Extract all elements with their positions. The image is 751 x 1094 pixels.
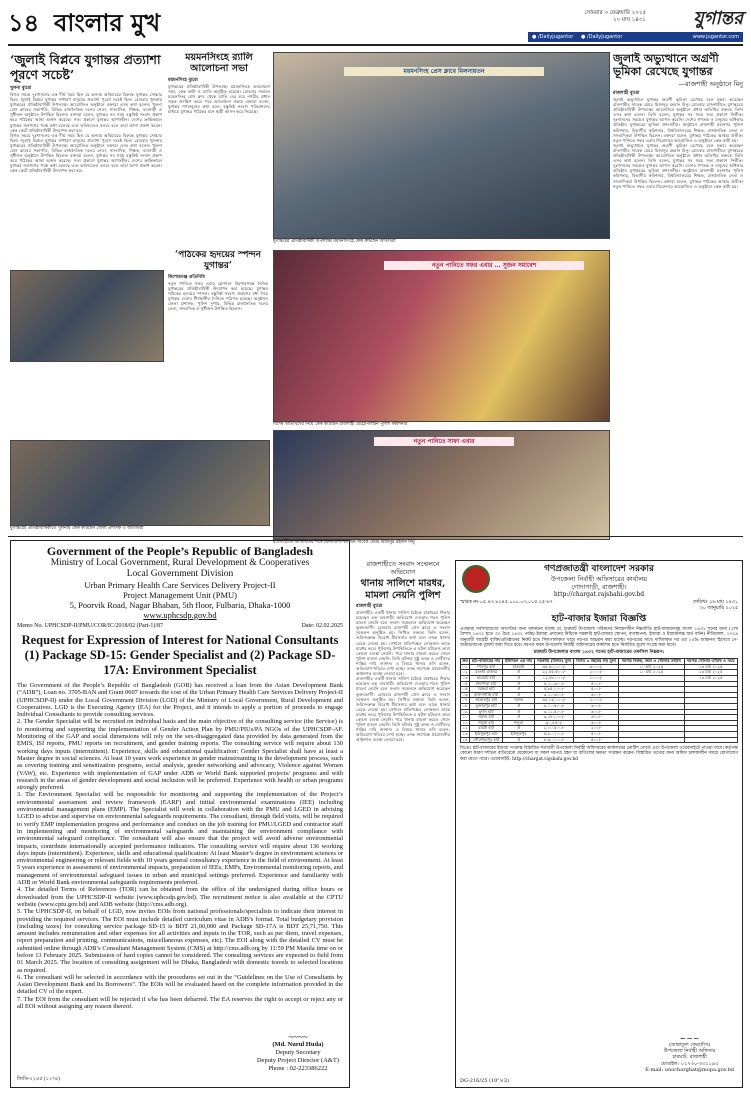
table-cell: ৩০০/-: [574, 720, 619, 726]
ads-divider: [8, 536, 743, 537]
social-bar: [528, 32, 743, 42]
govt-ad-para-6: 6. The consultant will be selected in accordance with the procedures set out in the “Guidelines on the Use of Consultants by Asian Development Bank and Its Borrowers”. The EOIs will be evaluated based on the complete information provided in the detailed CV of the expert.: [17, 973, 343, 996]
tender-table-col-3: সরকারি (বিগত) মূল্য: [535, 659, 574, 665]
tender-title: হাট-বাজার ইজারা বিজ্ঞপ্তি: [551, 614, 647, 624]
rajshahi-prayer-photo-caption: রাজশাহীতে অতিথিদের সঙ্গে মোনাজাত করছেন সাবেক মেয়র মিজানুর রহমান মিনু: [273, 540, 415, 545]
tender-signature: [645, 1033, 734, 1073]
table-cell: ১০০০/-: [574, 675, 619, 681]
reader-headline: ‘পাঠকের হৃদয়ের স্পন্দন যুগান্তর’: [174, 250, 262, 271]
section-title: বাংলার মুখ: [54, 8, 161, 37]
tender-table-col-1: হাট-বাজারের নাম: [470, 659, 503, 665]
table-cell: ঐ: [503, 670, 535, 676]
tender-org-3: গোদাগাড়ী, রাজশাহী।: [571, 583, 627, 591]
table-cell: ঐ: [503, 692, 535, 698]
table-cell: ৩৫,৬০,০০০/-: [535, 664, 574, 670]
table-cell: ৮,৬০,০০০/-: [535, 737, 574, 743]
table-cell: ০৭: [462, 697, 468, 703]
tender-intro: এতদ্বারা সর্বসাধারণের অবগতির জন্য জানানো যাচ্ছে যে, চারঘাট উপজেলা পরিষদের নিয়ন্ত্রণাধীন নিম্নবর্ণিত হাট-বাজারসমূহ বাংলা ১৪৩২ সনের জন্য (১লা বৈশাখ ১৪৩২ হতে ৩০ চৈত্র ১৪৩২ পর্যন্ত) ইজারা প্রদানের নিমিত্তে সরকারি হাট-বাজার (স্থাপন, ব্যবস্থাপনা, ইজারা ও ইজারালব্ধ অর্থ বণ্টন) নীতিমালা, ২০২৪ অনুযায়ী আগ্রহী ব্যক্তি/প্রতিষ্ঠানের নিকট হতে সিলগালাকৃত খামে দরপত্র আহ্বান করা যাচ্ছে। দরপত্রের সাথে দাখিলকৃত দর এর ২০% জামানত হিসেবে পে-অর্ডার/ব্যাংক ড্রাফট জমা দিতে হবে। দরপত্র ফরম উপজেলা নির্বাহী অফিসারের কার্যালয় হতে নির্ধারিত মূল্যে সংগ্রহ করা যাবে।: [460, 627, 738, 648]
table-cell: শিবপুর হাট: [470, 664, 503, 670]
table-cell: ২০০০/-: [574, 698, 619, 704]
table-cell: ১১: [462, 719, 468, 725]
table-cell: ১৩ মার্চ ২০২৫: [684, 675, 737, 681]
tender-ad-code: DG-216/25 (10"×3): [460, 1078, 509, 1084]
govt-ad-org-2: Ministry of Local Government, Rural Development & Cooperatives: [50, 558, 310, 568]
govt-ad-para-1: The Government of the People’s Republic of Bangladesh (GOB) has received a loan from the Asian Development Bank (“ADB”), Loan no. 3705-BAN and Grant 0607 towards the cost of the Urban Primary Health Care Services Delivery Project-II (UPHCSDP-II) under the Local Government Division (LGD) of the Ministry of Local Government, Rural Development and Cooperatives. LGD is the Executing Agency (EA) for the Project, and it intends to apply a portion of proceeds to engage Individual Consultants to provide consulting services.: [17, 682, 343, 719]
rajshahi-banner: নতুন পানিতে সফর এবার ... সুজন সমাবেশ: [384, 261, 584, 270]
mymensingh-body: যুগান্তরের প্রতিষ্ঠাবার্ষিকী উপলক্ষ্যে ময়মনসিংহে আলোচনা সভা, কেক কাটা ও র‌্যালি অনুষ্ঠিত হয়েছে। রোববার সকালে ময়মনসিংহ প্রেস ক্লাব থেকে র‌্যালি বের হয়ে নগরীর প্রধান সড়ক প্রদক্ষিণ করে। পরে আলোচনা সভায় বক্তারা বলেন, যুগান্তর গণমানুষের কথা বলে। বস্তুনিষ্ঠ সংবাদ পরিবেশনের মাধ্যমে যুগান্তর পাঠকের মনে স্থায়ী আসন করে নিয়েছে।: [168, 84, 270, 115]
table-cell: ৫,৮৫,০০০/-: [535, 687, 574, 693]
table-cell: ঝিকরা হাট: [470, 687, 503, 693]
tender-ad: [455, 560, 743, 1088]
table-cell: ঐ: [503, 681, 535, 687]
signatory-name: (Md. Nurul Huda): [272, 1041, 324, 1048]
rajshahi-headline: জুলাই অভ্যুত্থানে অগ্রণী ভূমিকা রেখেছে যুগান্তর: [613, 52, 719, 78]
table-cell: ঐ: [503, 687, 535, 693]
facebook-icon: ●: [532, 34, 537, 40]
tender-table-col-4: বিগত ৩ বছরের গড় মূল্য: [574, 659, 619, 665]
khulna-body: বিগত সময়ে দুঃশাসনের এক দীর্ঘ সময় ছিল যে অন্যায় অবিচারের বিরুদ্ধে যুগান্তর সোচ্চার ছিল। জুলাই বিপ্লবে যুগান্তর সাধারণ মানুষের প্রত্যাশা পূরণে সচেষ্ট ছিল। রোববার খুলনায় যুগান্তরের প্রতিষ্ঠাবার্ষিকী উপলক্ষ্যে আয়োজিত অনুষ্ঠানে বক্তারা এসব কথা বলেন। খুলনা প্রেস ক্লাবের সভাপতি, বিভিন্ন রাজনৈতিক দলের নেতা, সাংবাদিক, শিক্ষক, ব্যবসায়ী ও সুধীজন অনুষ্ঠানে উপস্থিত ছিলেন। বক্তারা বলেন, যুগান্তর সব সময় বস্তুনিষ্ঠ সংবাদ প্রকাশ করে পাঠকের আস্থা অর্জন করেছে। সত্য প্রকাশে যুগান্তর আপসহীন। দেশের ক্রান্তিকালে যুগান্তর জনগণের পক্ষে কথা বলেছে এবং ভবিষ্যতেও বলবে বলে তারা আশা প্রকাশ করেন। কেক কেটে প্রতিষ্ঠাবার্ষিকী উদযাপন করা হয়।: [10, 92, 162, 133]
tender-org-2: উপজেলা নির্বাহী অফিসারের কার্যালয়: [550, 575, 648, 583]
khulna-body-continued: বিগত সময়ে দুঃশাসনের এক দীর্ঘ সময় ছিল যে অন্যায় অবিচারের বিরুদ্ধে যুগান্তর সোচ্চার ছিল। জুলাই বিপ্লবে যুগান্তর সাধারণ মানুষের প্রত্যাশা পূরণে সচেষ্ট ছিল। রোববার খুলনায় যুগান্তরের প্রতিষ্ঠাবার্ষিকী উপলক্ষ্যে আয়োজিত অনুষ্ঠানে বক্তারা এসব কথা বলেন। খুলনা প্রেস ক্লাবের সভাপতি, বিভিন্ন রাজনৈতিক দলের নেতা, সাংবাদিক, শিক্ষক, ব্যবসায়ী ও সুধীজন অনুষ্ঠানে উপস্থিত ছিলেন। বক্তারা বলেন, যুগান্তর সব সময় বস্তুনিষ্ঠ সংবাদ প্রকাশ করে পাঠকের আস্থা অর্জন করেছে। সত্য প্রকাশে যুগান্তর আপসহীন। দেশের ক্রান্তিকালে যুগান্তর জনগণের পক্ষে কথা বলেছে এবং ভবিষ্যতেও বলবে বলে তারা আশা প্রকাশ করেন। কেক কেটে প্রতিষ্ঠাবার্ষিকী উদযাপন করা হয়।: [10, 132, 162, 174]
table-cell: ০৬: [462, 691, 468, 697]
table-cell: তাতারপুর হাট: [470, 698, 503, 704]
govt-ad-para-3: 3. The Environment Specialist will be responsible for monitoring and supporting the implementation of the Project’s environmental assessment and review framework (EARF) and initial environmental examinations (IEE) including environmental management plans (EMP). The Specialist will work in collaboration with the PMU and LGED in advising LGED to advise and supervise on environmental safeguards requirements. The consultant, through field visits, will be required to verify EMP implementation progress and performance and conduct on the job training for PMU/LGED and contractor staff in implementing and monitoring of environmental safeguards and maintaining the environment compliance with environmental safeguard compliance. The consultant will also ensure that the project will avoid adverse environmental impacts, contribute internationally accepted performance indicators. The consulting service will require about 136 working days inputs (intermittent). Experience, skills and educational qualification: At least Master’s degree in environment sciences or environmental engineering or relevant fields with 10 years general consultancy experience in the field of environment. At least 5 years experience in assessment of environmental impacts, preparation of IEEs, EMPs, Environmental monitoring reports, and management of environmental safeguard issues in urban and municipal settings preferred. Experience and familiarity with ADB or World Bank environmental safeguards requirements preferred.: [17, 791, 344, 887]
mymensingh-headline: ময়মনসিংহে র‌্যালি আলোচনা সভা: [185, 52, 253, 74]
mymensingh-dateline: ময়মনসিংহ ব্যুরো: [168, 78, 198, 83]
table-cell: ১৩ মার্চ ২০২৫: [684, 670, 737, 676]
govt-ad-org-6: 5, Poorvik Road, Nagar Bhaban, 5th floor, Fulbaria, Dhaka-1000: [69, 600, 291, 610]
table-cell: ০৯: [462, 708, 468, 714]
rajshahi-body: জুলাই অভ্যুত্থানে যুগান্তর অগ্রণী ভূমিকা রেখেছে বলে মন্তব্য করেছেন রাজশাহীর সাবেক মেয়র মিজানুর রহমান মিনু। রোববার রাজশাহীতে যুগান্তরের প্রতিষ্ঠাবার্ষিকী উপলক্ষ্যে আয়োজিত অনুষ্ঠানে প্রধান অতিথির বক্তব্যে তিনি এসব কথা বলেন। তিনি বলেন, যুগান্তর সব সময় সত্য প্রকাশে নির্ভীক। দুঃশাসনের সময়েও যুগান্তর আপস করেনি। দেশের গণতন্ত্র ও মানুষের অধিকার প্রতিষ্ঠায় যুগান্তরের ভূমিকা প্রশংসনীয়। অনুষ্ঠানে রাজশাহী মহানগর পুলিশ কমিশনার, বিভাগীয় কমিশনার, বিশ্ববিদ্যালয়ের শিক্ষক, রাজনৈতিক নেতা ও সাংবাদিকরা উপস্থিত ছিলেন। বক্তারা বলেন, যুগান্তর পাঠকের আস্থার প্রতীক। নতুন পানিতে সফর এবার শিরোনামে আয়োজিত এ অনুষ্ঠানে কেক কাটা হয়।: [613, 97, 743, 143]
table-cell: ৩০০/-: [574, 709, 619, 715]
table-cell: [619, 737, 685, 743]
table-cell: ০৮: [462, 702, 468, 708]
govt-ad-code: জিডি-২২৫৫ (১২×৪): [17, 1077, 60, 1082]
tender-date-en: ৩০ জানুয়ারি ২০২৫: [699, 606, 738, 611]
table-cell: মুক্তারপুর হাট: [470, 703, 503, 709]
govt-ad-website[interactable]: www.uphcsdp.gov.bd: [143, 610, 217, 620]
khulna-headline: ‘জুলাই বিপ্লবে যুগান্তর প্রত্যাশা পূরণে সচেষ্ট’: [10, 52, 161, 82]
table-cell: ৩০০০/-: [574, 664, 619, 670]
rajshahi-subhead: —রাজশাহী অনুষ্ঠানে মিনু: [678, 80, 743, 88]
table-cell: ১০ মার্চ ২০২৫: [619, 670, 685, 676]
tender-memo: স্মারক নং-০৫.৪৩.৮১৪৫.০০০.০৩.০১৫.২৫-৮৭: [460, 600, 553, 605]
table-cell: ৫০০/-: [574, 681, 619, 687]
mymensingh-photo-caption: যুগান্তরের প্রতিষ্ঠাবার্ষিকী উপলক্ষ্যে ময়মনসিংহে কেক কাটছেন অতিথিরা: [273, 239, 396, 244]
table-cell: ৫,১০,৩০০/-: [535, 681, 574, 687]
govt-ad-signature: [257, 1033, 339, 1073]
table-cell: ২,০০,৫০০/-: [535, 726, 574, 732]
table-cell: মুংলি হাট: [470, 709, 503, 715]
rajshahi-cake-photo: [273, 250, 610, 422]
rajshahi-body-continued: জুলাই অভ্যুত্থানে যুগান্তর অগ্রণী ভূমিকা রেখেছে বলে মন্তব্য করেছেন রাজশাহীর সাবেক মেয়র মিজানুর রহমান মিনু। রোববার রাজশাহীতে যুগান্তরের প্রতিষ্ঠাবার্ষিকী উপলক্ষ্যে আয়োজিত অনুষ্ঠানে প্রধান অতিথির বক্তব্যে তিনি এসব কথা বলেন। তিনি বলেন, যুগান্তর সব সময় সত্য প্রকাশে নির্ভীক। দুঃশাসনের সময়েও যুগান্তর আপস করেনি। দেশের গণতন্ত্র ও মানুষের অধিকার প্রতিষ্ঠায় যুগান্তরের ভূমিকা প্রশংসনীয়। অনুষ্ঠানে রাজশাহী মহানগর পুলিশ কমিশনার, বিভাগীয় কমিশনার, বিশ্ববিদ্যালয়ের শিক্ষক, রাজনৈতিক নেতা ও সাংবাদিকরা উপস্থিত ছিলেন। বক্তারা বলেন, যুগান্তর পাঠকের আস্থার প্রতীক। নতুন পানিতে সফর এবার শিরোনামে আয়োজিত এ অনুষ্ঠানে কেক কাটা হয়।: [613, 142, 743, 189]
page-number: ১৪: [8, 8, 40, 37]
table-cell: ৩০০/-: [574, 703, 619, 709]
website-link[interactable]: www.jugantor.com: [692, 34, 739, 40]
tender-table-body: [461, 664, 738, 742]
table-cell: [684, 737, 737, 743]
page-header: [8, 8, 743, 42]
police-kicker: রাজশাহীতে সংবাদ সম্মেলনে অভিযোগ: [366, 560, 440, 576]
tender-signature-scribble: ~~~: [679, 1033, 700, 1043]
signature-scribble: ~~~~: [288, 1032, 308, 1042]
table-cell: ২০০০/-: [574, 670, 619, 676]
rajshahi-dateline: রাজশাহী ব্যুরো: [613, 91, 640, 96]
tender-website[interactable]: http://chargat.rajshahi.gov.bd: [553, 591, 645, 598]
signatory-title-1: Deputy Secretary: [275, 1049, 321, 1056]
table-cell: ৩,১০,৩০০/-: [535, 692, 574, 698]
rajshahi-story: [613, 52, 743, 532]
table-cell: ১০ মার্চ ২০২৫: [619, 664, 685, 670]
table-cell: শলুয়া হাট: [470, 720, 503, 726]
table-cell: শলুয়া: [503, 720, 535, 726]
issue-date: [528, 10, 646, 24]
issue-date-bangla: ২০ মাঘ ১৪৩১: [613, 17, 646, 23]
table-row: [461, 737, 738, 743]
reader-dateline: কিশোরগঞ্জ প্রতিনিধি: [168, 275, 205, 280]
govt-ad-memo-no: Memo No. UPHCSDP-II/PMU/COR/IC/2018/02 (Part-1)/87: [17, 623, 164, 629]
issue-date-english: সোমবার ৩ ফেব্রুয়ারি ২০২৫: [584, 10, 646, 16]
rajshahi-prayer-photo: [273, 430, 610, 540]
govt-ad-para-5: 5. The UPHCSDP-II, on behalf of LGD, now invites EOIs from national professionals/specialists to indicate their interest in providing the required services. The EOI must include detailed curriculum vitae in ADB’s format. Total budgetary provision (including taxes) for consulting service package SD-15 is BDT 21,00,000 and Package SD-17A is BDT 25,71,750. This amount includes remuneration and other expenses for all activities and inputs in the TOR, such as per diem, travel expenses, report preparation and printing, communications, miscellaneous expenses, etc). The EOI along with the detailed CV must be submitted online through ADB’s Consultant Management System (CMS) at http://cms.adb.org by 11:59 PM Manila time on or before 13 February 2025. Submission of hard copies cannot be considered. The consulting services are expected to field from 01 March 2025. The location of consulting assignment will be Dhaka, Bangladesh with domestic travels to selected locations as required.: [17, 908, 343, 974]
govt-ad-title: Request for Expression of Interest for National Consultants (1) Package SD-15: Gender Specialist and (2) Package SD-17A: Environment Specialist: [21, 633, 339, 677]
tender-footer: বিঃদ্রঃ হাট-বাজারের ইজারা সংক্রান্ত বিস্তারিত শর্তাবলী উপজেলা নির্বাহী অফিসারের কার্যালয়ের নোটিশ বোর্ডে এবং উপজেলা ওয়েবসাইটে পাওয়া যাবে। কর্তৃপক্ষ কোনো কারণ দর্শানো ব্যতিরেকে যেকোনো বা সকল দরপত্র গ্রহণ বা বাতিলের ক্ষমতা সংরক্ষণ করেন। বিস্তারিত তথ্যের জন্য অফিস চলাকালীন সময়ে যোগাযোগ করা যেতে পারে। ওয়েবসাইট: http://chargat.rajshahi.gov.bd: [460, 746, 738, 762]
police-body-continued: রাজশাহীর একটি থানায় সালিশ বৈঠকে মারধরের শিকার হয়েছেন এক ব্যবসায়ী। অভিযোগ দেওয়ার পরও পুলিশ মামলা নেয়নি বলে সংবাদ সম্মেলনে অভিযোগ করেছেন ভুক্তভোগী। রোববার রাজশাহী প্রেস ক্লাবে এ সংবাদ সম্মেলন অনুষ্ঠিত হয়। লিখিত বক্তব্যে তিনি বলেন, জমিসংক্রান্ত বিরোধ মীমাংসার কথা বলে তাকে থানায় ডেকে নেওয়া হয়। সেখানে প্রতিপক্ষের লোকজন তাকে মারধর করে। পুলিশের উপস্থিতিতে এ ঘটনা ঘটলেও তারা কোনো ব্যবস্থা নেয়নি। পরে থানায় মামলা করতে গেলে পুলিশ মামলা নেয়নি। তিনি ঘটনার সুষ্ঠু তদন্ত ও দোষীদের শাস্তির দাবি জানান। এ বিষয়ে থানার ওসি বলেন, অভিযোগ খতিয়ে দেখা হচ্ছে। তদন্ত সাপেক্ষে প্রয়োজনীয় আইনগত ব্যবস্থা নেওয়া হবে।: [356, 676, 450, 743]
reader-body: নতুন পানিতে সফর এবার স্লোগানে কিশোরগঞ্জে দৈনিক যুগান্তরের প্রতিষ্ঠাবার্ষিকী উদযাপন করা হয়েছে। যুগান্তর পাঠকের হৃদয়ের স্পন্দন। বস্তুনিষ্ঠ সংবাদ প্রকাশের মধ্য দিয়ে যুগান্তর দেশের শীর্ষস্থানীয় দৈনিকে পরিণত হয়েছে। অনুষ্ঠানে জেলা প্রশাসক, পুলিশ সুপার, বিভিন্ন রাজনৈতিক দলের নেতা, সাংবাদিক ও সুধীজন উপস্থিত ছিলেন।: [168, 281, 268, 312]
table-cell: ০১: [462, 663, 468, 669]
govt-ad-org-1: Government of the People’s Republic of Bangladesh: [46, 544, 314, 558]
table-cell: ৩,১৮,০০০/-: [535, 715, 574, 721]
khulna-dateline: খুলনা ব্যুরো: [10, 86, 32, 91]
tender-table-col-5: দরপত্র বিক্রয়, জমা ও খোলার তারিখ: [619, 659, 685, 665]
tender-table-col-0: ক্রম: [462, 658, 468, 664]
tender-signatory-phone: মোবাইল: ০১৭৩০-৩৩১১৯৩: [660, 1060, 719, 1067]
table-cell: নিমপাড়া হাট: [470, 681, 503, 687]
table-cell: ০২: [462, 669, 468, 675]
table-cell: ১৩ মার্চ ২০২৫: [684, 664, 737, 670]
tender-signatory-name: (জান্নাতুল ফেরদৌস): [669, 1041, 711, 1048]
table-cell: ০৫: [462, 686, 468, 692]
table-cell: ৩০০/-: [574, 715, 619, 721]
table-cell: ৩,১১,৫০০/-: [535, 709, 574, 715]
mymensingh-banner: ময়মনসিংহ প্রেস ক্লাবে মিলনায়তন: [344, 67, 544, 76]
tender-table-col-6: দরপত্র খোলার তারিখ ও সময়: [684, 659, 737, 665]
tender-signatory-title: উপজেলা নির্বাহী অফিসার: [663, 1048, 716, 1055]
social-twitter[interactable]: /DailyJugantor: [586, 34, 623, 40]
table-cell: ৫০০/-: [574, 687, 619, 693]
mymensingh-small-photo: [10, 270, 164, 362]
table-cell: ইউসুফপুর: [503, 731, 535, 737]
table-cell: গৌরশহরপুর হাট: [470, 737, 503, 743]
table-cell: ১৩: [462, 730, 468, 736]
table-cell: ঐ: [503, 703, 535, 709]
masthead-logo: যুগান্তর: [693, 8, 743, 29]
table-cell: হলিদাগাছি হাট: [470, 692, 503, 698]
mymensingh-photo: [273, 52, 610, 239]
table-cell: ১০: [462, 714, 468, 720]
table-cell: চারঘাট: [503, 664, 535, 670]
tender-org-1: গণপ্রজাতন্ত্রী বাংলাদেশ সরকার: [544, 564, 654, 574]
govt-ad: [10, 540, 350, 1088]
govt-ad-org-3: Local Government Division: [126, 569, 234, 579]
twitter-icon: ●: [580, 34, 586, 40]
reader-story: [168, 250, 268, 437]
table-cell: ২২,৪৫,৫০০/-: [535, 670, 574, 676]
tender-table-col-2: ইউনিয়ন এর নাম: [503, 659, 535, 665]
police-dateline: রাজশাহী ব্যুরো: [356, 604, 383, 609]
header-rule: [8, 44, 743, 46]
table-cell: চারঘাট হাট: [470, 675, 503, 681]
rajshahi-banner-2: নতুন পানিতে সাফা এবার: [374, 437, 514, 446]
tender-table-caption: চারঘাট উপজেলার বাংলা ১৪৩২ সনের হাট-বাজারের তফসিল নিম্নরূপ:: [533, 650, 665, 656]
police-story: [356, 560, 450, 1088]
police-body: রাজশাহীর একটি থানায় সালিশ বৈঠকে মারধরের শিকার হয়েছেন এক ব্যবসায়ী। অভিযোগ দেওয়ার পরও পুলিশ মামলা নেয়নি বলে সংবাদ সম্মেলনে অভিযোগ করেছেন ভুক্তভোগী। রোববার রাজশাহী প্রেস ক্লাবে এ সংবাদ সম্মেলন অনুষ্ঠিত হয়। লিখিত বক্তব্যে তিনি বলেন, জমিসংক্রান্ত বিরোধ মীমাংসার কথা বলে তাকে থানায় ডেকে নেওয়া হয়। সেখানে প্রতিপক্ষের লোকজন তাকে মারধর করে। পুলিশের উপস্থিতিতে এ ঘটনা ঘটলেও তারা কোনো ব্যবস্থা নেয়নি। পরে থানায় মামলা করতে গেলে পুলিশ মামলা নেয়নি। তিনি ঘটনার সুষ্ঠু তদন্ত ও দোষীদের শাস্তির দাবি জানান। এ বিষয়ে থানার ওসি বলেন, অভিযোগ খতিয়ে দেখা হচ্ছে। তদন্ত সাপেক্ষে প্রয়োজনীয় আইনগত ব্যবস্থা নেওয়া হবে।: [356, 610, 450, 677]
table-cell: ১২,৪৮,০০০/-: [535, 675, 574, 681]
table-cell: ঐ: [503, 715, 535, 721]
govt-ad-memo-date: Date: 02.02.2025: [301, 623, 343, 629]
khulna-photo-caption: যুগান্তরের প্রতিষ্ঠাবার্ষিকীতে খুলনায় কেক কাটছেন জেলা প্রশাসক ও অতিথিরা: [10, 526, 144, 531]
khulna-photo: [10, 440, 270, 526]
signatory-phone: Phone : 02-223386222: [268, 1065, 328, 1072]
table-cell: ১৪: [462, 736, 468, 742]
tender-date-bn: তারিখঃ ১৬ মাঘ ১৪৩১: [693, 600, 738, 605]
police-headline: থানায় সালিশে মারধর, মামলা নেয়নি পুলিশ: [360, 578, 446, 601]
social-facebook[interactable]: /Dailyjugantor: [537, 34, 574, 40]
table-cell: ৬৪,১৫,০০০/-: [535, 698, 574, 704]
rajshahi-cake-photo-caption: বিশেষ অতিথিদের নিয়ে কেক কাটছেন রাজশাহী মেট্রোপলিটন পুলিশ কমিশনার: [273, 422, 408, 427]
table-cell: সরদহ: [503, 698, 535, 704]
table-cell: ৩,১০,৫০০/-: [535, 703, 574, 709]
table-cell: ৯০,৪৫০/-: [535, 720, 574, 726]
table-cell: ৩০০/-: [574, 692, 619, 698]
table-cell: ঐ: [503, 675, 535, 681]
table-cell: ২০০/-: [574, 726, 619, 732]
govt-ad-para-4: 4. The detailed Terms of References (TOR) can be obtained from the office of the undersigned during office hours or downloaded from the UPHCSDP-II website (www.uphcsdp.gov.bd). The recruitment notice is also available at the CPTU website (www.cptu.gov.bd) and ADB website (http://cms.adb.org).: [17, 886, 343, 908]
tender-email[interactable]: E-mail: unocharghat@mopa.gov.bd: [645, 1066, 734, 1073]
table-cell: ৫০০/-: [574, 737, 619, 743]
table-cell: চামটা হাট: [470, 726, 503, 732]
table-cell: ১২: [462, 725, 468, 731]
signatory-title-2: Deputy Project Director (A&T): [256, 1057, 339, 1064]
table-cell: ০৪: [462, 680, 468, 686]
govt-ad-org-4: Urban Primary Health Care Services Delivery Project-II: [84, 580, 276, 590]
table-cell: রাওথা বাজার: [470, 670, 503, 676]
table-cell: ৫০০/-: [574, 731, 619, 737]
govt-seal-icon: [462, 565, 490, 593]
table-cell: ০৩: [462, 674, 468, 680]
table-cell: ৫,৮০,০০০/-: [535, 731, 574, 737]
govt-ad-org-5: Project Management Unit (PMU): [122, 590, 238, 600]
govt-ad-para-7: 7. The EOI from the consultant will be rejected if s/he has been debarred. The EA reserves the right to accept or reject any or all EOI without assigning any reason thereof.: [17, 995, 343, 1011]
govt-ad-para-2: 2. The Gender Specialist will be recruited on individual basis and the main objective of the consulting service (the Service) is to monitoring and supporting the implementation of Gender Action Plan by PMU/PIUs/PA NGOs of the UPHCSDP-AF. Monitoring of the GAP and social dimensions will rely on the sex-disaggregated data provided by data generated from the EMIS, ISI reports, PMU reports on recruitment, and gender training reports. The consulting service will require about 130 working days inputs (intermittent). Experience, skills and educational qualification: Gender Specialist shall have at least a Master degree in social sciences. At least 10 years work experience in gender mainstreaming in the development process, such as covering training and sensitization programs, social analysis, gender networking and advocacy, Violence against Women (VAW), etc. Experience with implementation of GAP under ADB or World Bank supported projects/ programs and with research in the areas of gender development and social inclusion will be preferred. Experience with health or urban programs strongly preferred.: [17, 718, 343, 792]
table-cell: ঐ: [503, 737, 535, 743]
tender-table: [460, 658, 738, 743]
table-cell: ঐ: [503, 709, 535, 715]
table-cell: ইউসুফপুর হাট: [470, 731, 503, 737]
table-cell: সরদহ হাট: [470, 715, 503, 721]
tender-signatory-office: চারঘাট, রাজশাহী: [672, 1054, 707, 1061]
table-cell: ঐ: [503, 726, 535, 732]
